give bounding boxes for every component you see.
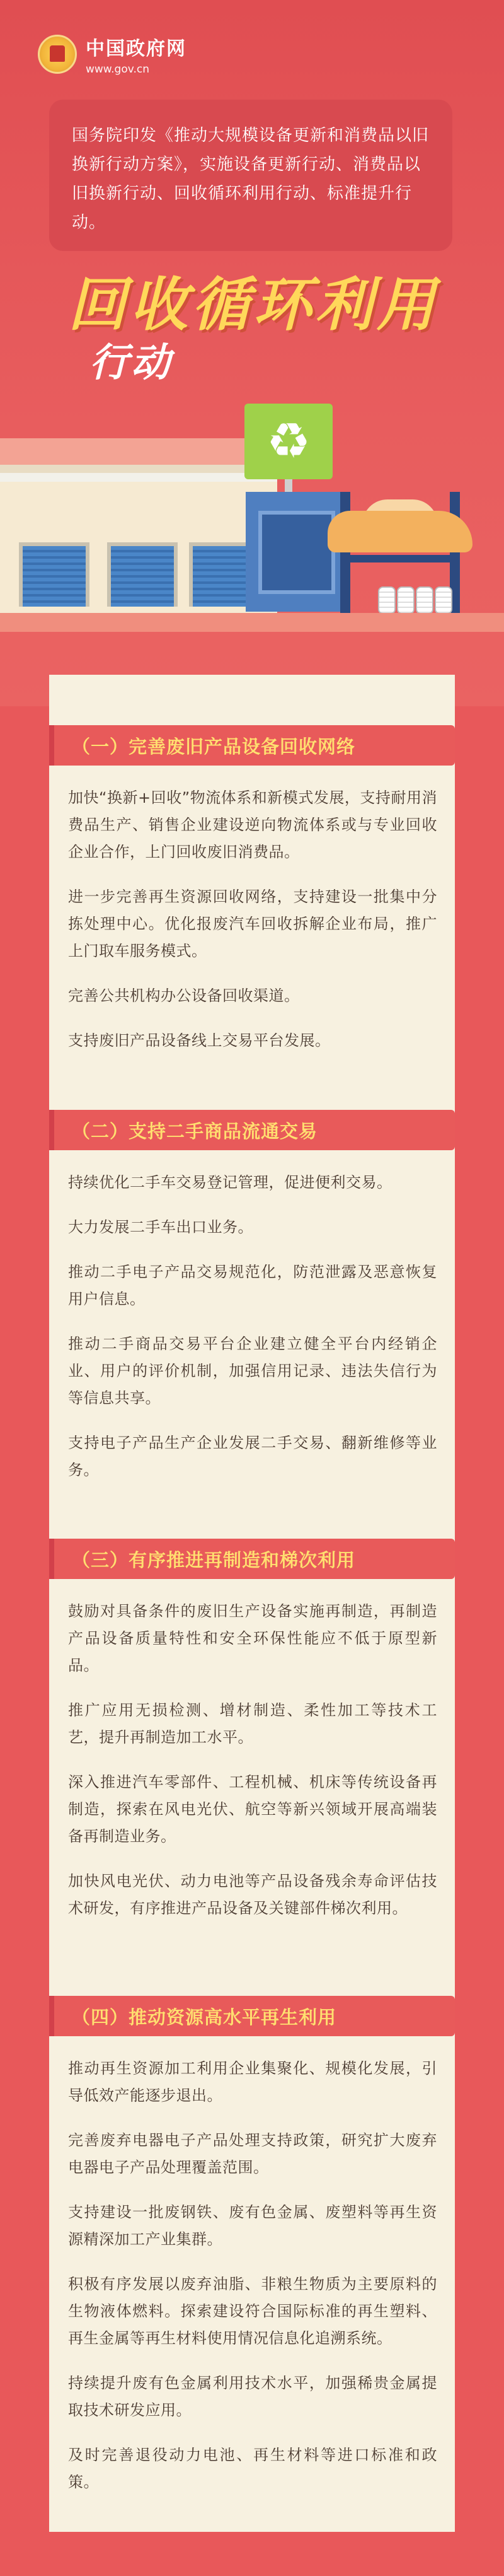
paragraph: 加快“换新+回收”物流体系和新模式发展，支持耐用消费品生产、销售企业建设逆向物流体系或与专业回收企业合作，上门回收废旧消费品。 — [68, 789, 437, 861]
tire-icon — [378, 586, 396, 614]
paragraph: 完善公共机构办公设备回收渠道。 — [68, 987, 300, 1005]
paragraph: 推动二手商品交易平台企业建立健全平台内经销企业、用户的评价机制，加强信用记录、违法失信行为等信息共享。 — [68, 1335, 437, 1407]
paragraph: 积极有序发展以废弃油脂、非粮生物质为主要原料的生物液体燃料。探索建设符合国际标准的再生塑料、再生金属等再生材料使用情况信息化追溯系统。 — [68, 2275, 437, 2347]
section-header — [49, 725, 455, 766]
page-title: 回收循环利用 — [68, 271, 439, 339]
intro-card — [49, 100, 452, 251]
paragraph: 加快风电光伏、动力电池等产品设备残余寿命评估技术研发，有序推进产品设备及关键部件梯次利用。 — [68, 1872, 437, 1917]
car-icon — [328, 511, 472, 552]
paragraph: 支持建设一批废钢铁、废有色金属、废塑料等再生资源精深加工产业集群。 — [68, 2203, 437, 2248]
paragraph: 持续优化二手车交易登记管理，促进便利交易。 — [68, 1174, 392, 1191]
tire-icon — [435, 586, 452, 614]
section-1 — [49, 725, 455, 1054]
recycle-icon: ♻ — [266, 413, 311, 470]
paragraph: 深入推进汽车零部件、工程机械、机床等传统设备再制造，探索在风电光伏、航空等新兴领域开展高端装备再制造业务。 — [68, 1773, 437, 1845]
article-body — [49, 675, 455, 2532]
paragraph: 完善废弃电器电子产品处理支持政策，研究扩大废弃电器电子产品处理覆盖范围。 — [68, 2131, 437, 2176]
header-banner — [0, 0, 504, 706]
section-header — [49, 1539, 455, 1579]
national-emblem-icon — [38, 35, 77, 74]
paragraph: 支持废旧产品设备线上交易平台发展。 — [68, 1032, 331, 1049]
paragraph: 推动二手电子产品交易规范化，防范泄露及恶意恢复用户信息。 — [68, 1263, 437, 1308]
section-2 — [49, 1110, 455, 1484]
section-3 — [49, 1539, 455, 1922]
brand[interactable] — [38, 33, 186, 76]
section-header — [49, 1996, 455, 2036]
building-roof — [0, 438, 252, 465]
tire-icon — [397, 586, 415, 614]
garage-door — [107, 542, 178, 607]
section-title: （一）完善废旧产品设备回收网络 — [72, 735, 356, 757]
paragraph: 大力发展二手车出口业务。 — [68, 1218, 253, 1236]
intro-text: 国务院印发《推动大规模设备更新和消费品以旧换新行动方案》，实施设备更新行动、消费品以旧换新行动、回收循环利用行动、标准提升行动。 — [72, 126, 430, 232]
paragraph: 及时完善退役动力电池、再生材料等进口标准和政策。 — [68, 2446, 437, 2491]
paragraph: 鼓励对具备条件的废旧生产设备实施再制造，再制造产品设备质量特性和安全环保性能应不低于原型新品。 — [68, 1602, 437, 1674]
brand-name: 中国政府网 — [86, 38, 186, 60]
tire-icon — [416, 586, 433, 614]
paragraph: 推广应用无损检测、增材制造、柔性加工等技术工艺，提升再制造加工水平。 — [68, 1701, 437, 1746]
recycle-sign — [244, 404, 333, 479]
recycling-station-illustration — [0, 404, 504, 631]
garage-door — [19, 542, 89, 607]
page-subtitle: 行动 — [89, 339, 173, 385]
section-header — [49, 1110, 455, 1150]
ground — [0, 613, 504, 632]
section-4 — [49, 1996, 455, 2496]
footer-bar — [0, 2532, 504, 2576]
paragraph: 持续提升废有色金属利用技术水平，加强稀贵金属提取技术研发应用。 — [68, 2374, 437, 2419]
paragraph: 推动再生资源加工利用企业集聚化、规模化发展，引导低效产能逐步退出。 — [68, 2060, 437, 2104]
section-title: （四）推动资源高水平再生利用 — [72, 2006, 337, 2028]
section-title: （二）支持二手商品流通交易 — [72, 1120, 318, 1142]
paragraph: 进一步完善再生资源回收网络，支持建设一批集中分拣处理中心。优化报废汽车回收拆解企业布局，推广上门取车服务模式。 — [68, 888, 437, 960]
section-title: （三）有序推进再制造和梯次利用 — [72, 1549, 356, 1571]
brand-url: www.gov.cn — [86, 63, 150, 76]
paragraph: 支持电子产品生产企业发展二手交易、翻新维修等业务。 — [68, 1434, 437, 1479]
